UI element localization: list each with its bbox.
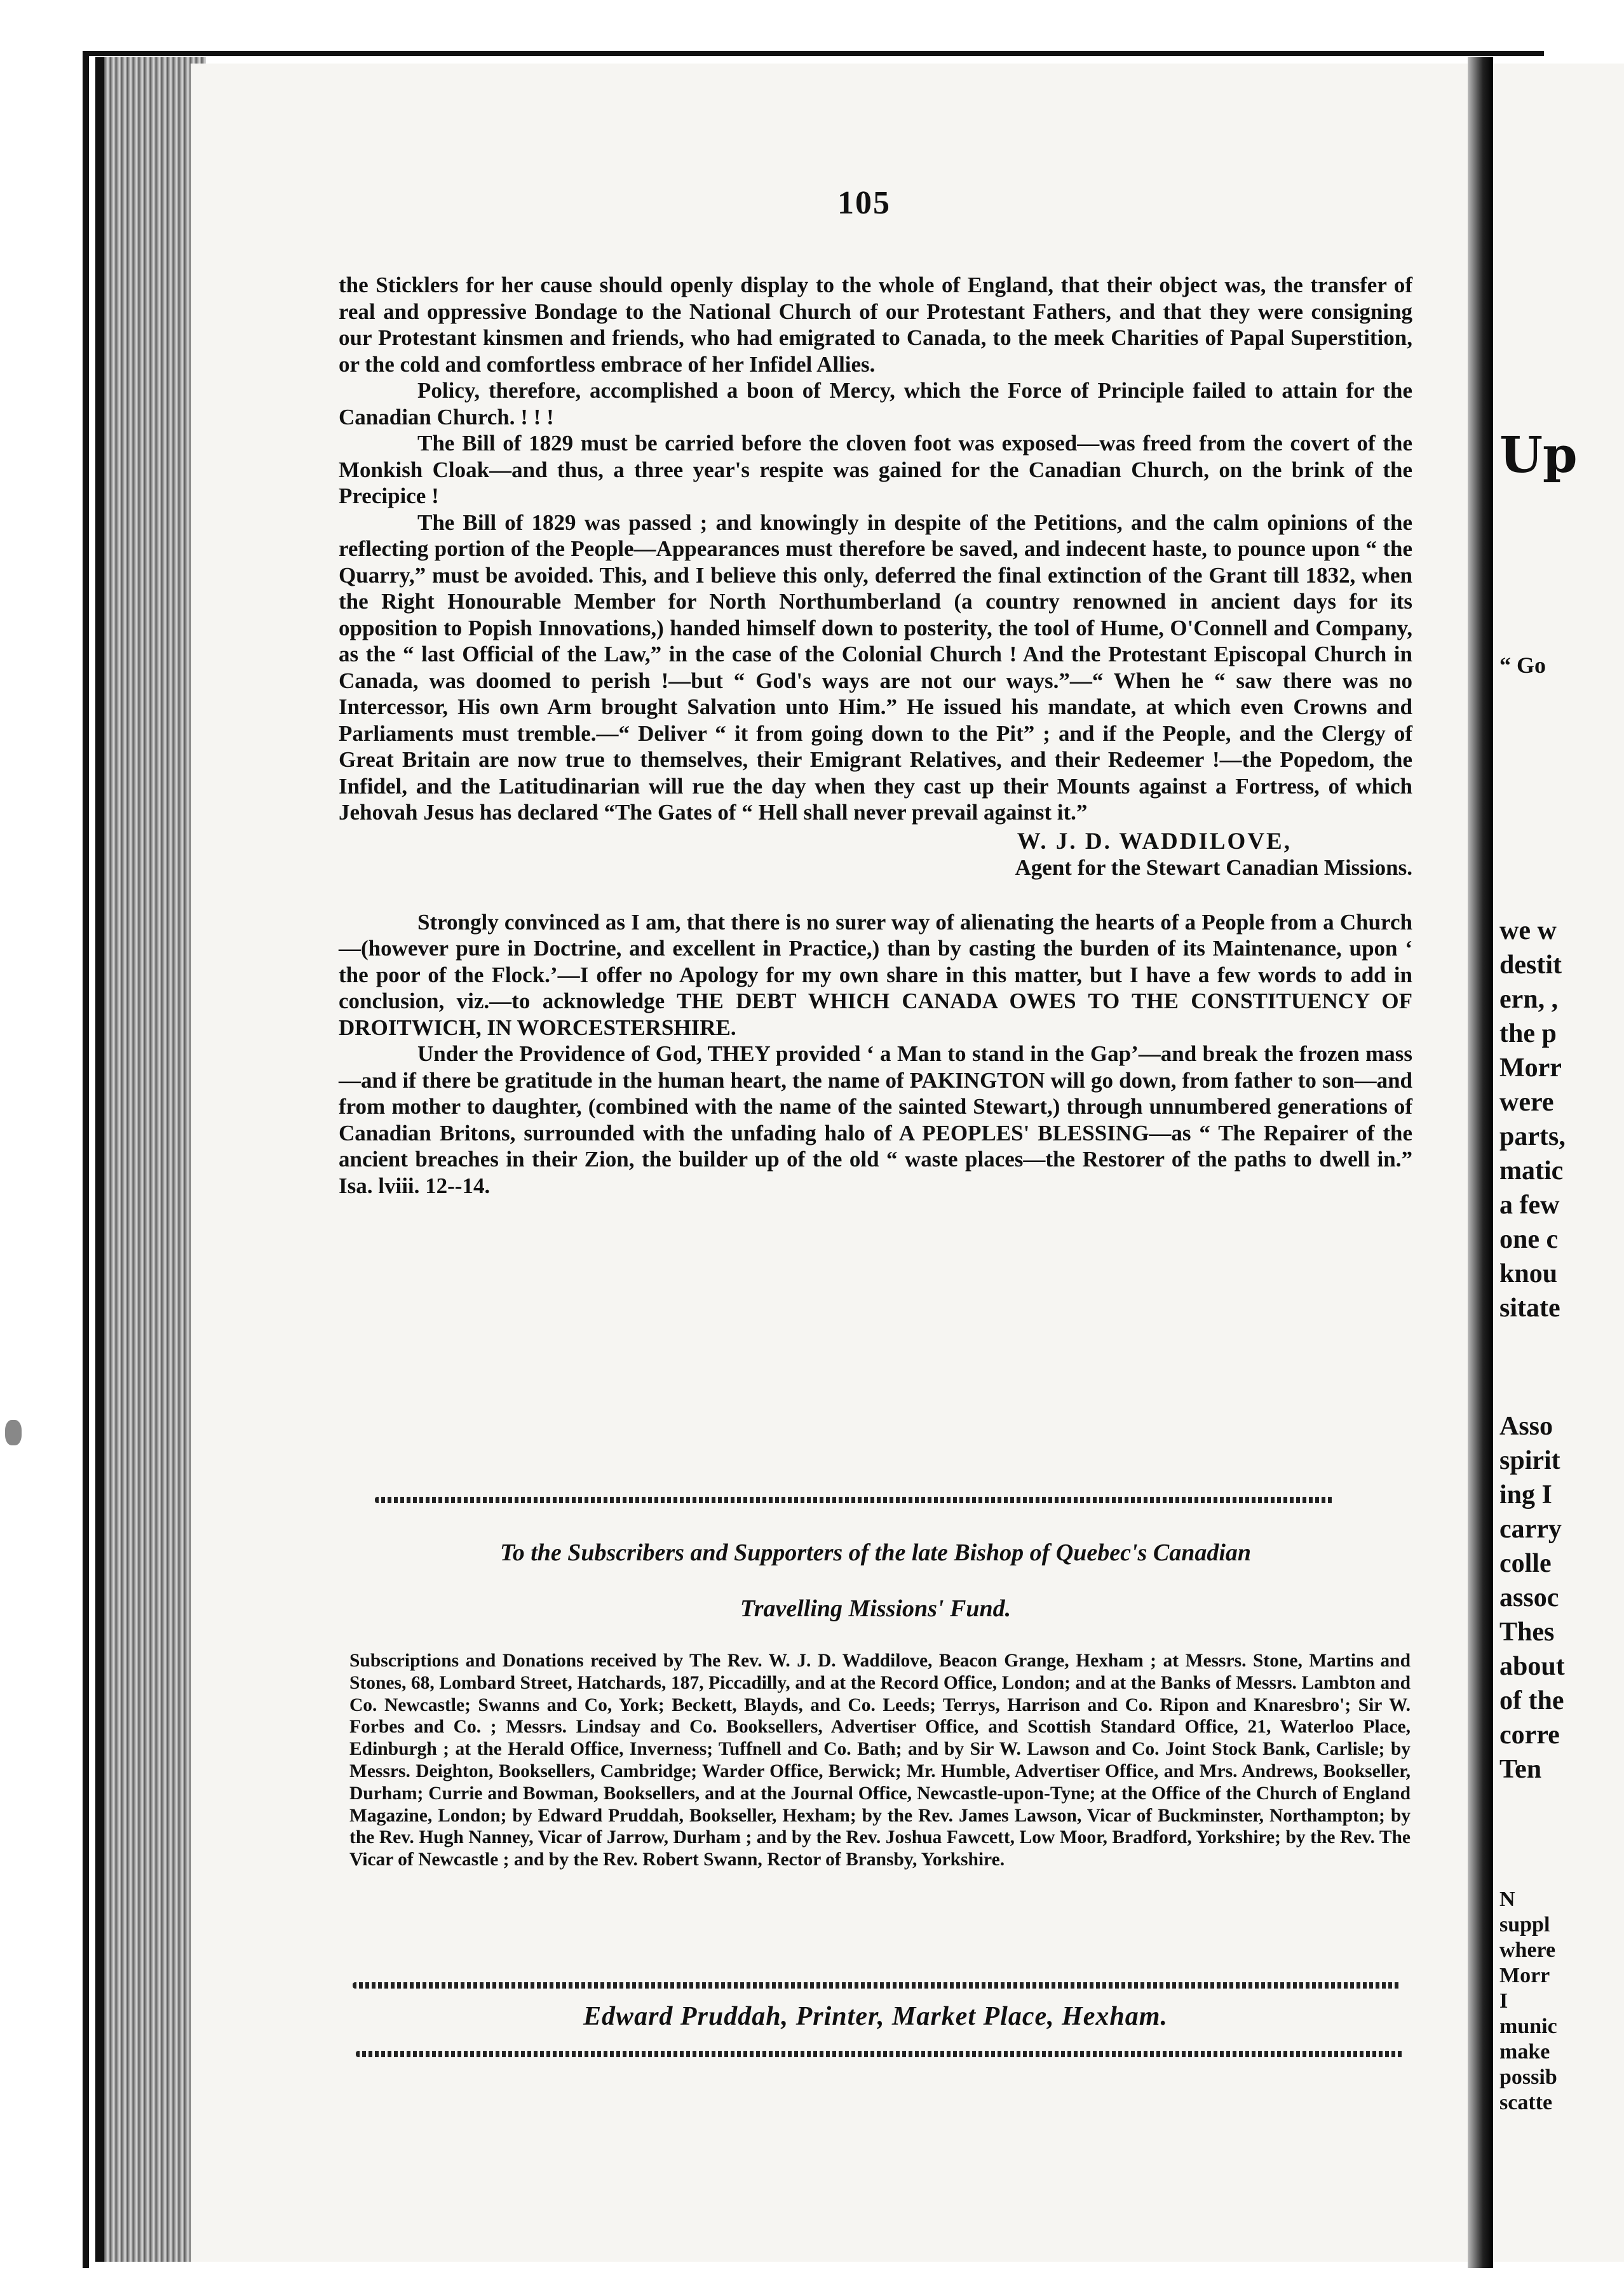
text-fragment: matic bbox=[1499, 1156, 1564, 1186]
book-page-edges bbox=[95, 57, 206, 2262]
text-fragment: carry bbox=[1499, 1515, 1562, 1544]
text-fragment: ing I bbox=[1499, 1480, 1552, 1510]
text-fragment: parts, bbox=[1499, 1122, 1566, 1151]
text-fragment: make bbox=[1499, 2040, 1550, 2064]
right-page-column bbox=[1499, 1887, 1557, 2116]
text-fragment: where bbox=[1499, 1938, 1556, 1962]
text-fragment: about bbox=[1499, 1652, 1565, 1681]
text-fragment: munic bbox=[1499, 2015, 1557, 2038]
right-page-column bbox=[1499, 1409, 1565, 1787]
notice-title-line: To the Subscribers and Supporters of the late Bishop of Quebec's Canadian bbox=[499, 1539, 1252, 1566]
text-fragment: sitate bbox=[1499, 1294, 1560, 1323]
printer-imprint: Edward Pruddah, Printer, Market Place, Hexham. bbox=[583, 2002, 1168, 2031]
paragraph: The Bill of 1829 must be carried before the cloven foot was exposed—was freed from the covert of the Monkish Cloak—and thus, a three year's respite was gained for the Canadian Church, on the brink of the Precipice ! bbox=[339, 431, 1412, 508]
text-fragment: Thes bbox=[1499, 1618, 1555, 1647]
paragraph: The Bill of 1829 was passed ; and knowingly in despite of the Petitions, and the calm opinions of the reflecting portion of the People—Appearances must therefore be saved, and indecent haste, to pounce upon “ the Quarry,” must be avoided. This, and I believe this only, deferred the final extinction of the Grant till 1832, when the Right Honourable Member for North Northumberland (a country renowned in ancient days for its opposition to Popish Innovations,) handed himself down to posterity, the tool of Hume, O'Connell and Company, as the “ last Official of the Law,” in the case of the Colonial Church ! And the Protestant Episcopal Church in Canada, was doomed to perish !—but “ God's ways are not our ways.”—“ When he “ saw there was no Intercessor, His own Arm brought Salvation unto Him.” He issued his mandate, at which even Crowns and Parliaments must tremble.—“ Deliver “ it from going down to the Pit” ; and if the People, and the Clergy of Great Britain are now true to themselves, their Emigrant Relatives, and their Redeemer !—the Popedom, the Infidel, and the Latitudinarian will rue the day when they cast up their Mounts against a Fortress, of which Jehovah Jesus has declared “The Gates of “ Hell shall never prevail against it.” bbox=[339, 510, 1412, 825]
text-fragment: N bbox=[1499, 1888, 1515, 1911]
wavy-rule bbox=[356, 2051, 1404, 2057]
text-fragment: Asso bbox=[1499, 1412, 1553, 1441]
right-page-heading: Up bbox=[1499, 426, 1578, 484]
text-fragment: assoc bbox=[1499, 1583, 1559, 1612]
main-text bbox=[339, 272, 1412, 1199]
notice-title-line: Travelling Missions' Fund. bbox=[740, 1595, 1012, 1622]
paragraph: Policy, therefore, accomplished a boon of Mercy, which the Force of Principle failed to attain for the Canadian Church. ! ! ! bbox=[339, 378, 1412, 429]
text-fragment: suppl bbox=[1499, 1913, 1550, 1936]
text-fragment: colle bbox=[1499, 1549, 1552, 1578]
text-fragment: the p bbox=[1499, 1019, 1557, 1048]
wavy-rule bbox=[353, 1982, 1401, 1989]
text-fragment: one c bbox=[1499, 1225, 1559, 1254]
text-fragment: corre bbox=[1499, 1720, 1560, 1750]
signature-name: W. J. D. WADDILOVE, bbox=[1017, 828, 1292, 855]
text-fragment: we w bbox=[1499, 916, 1557, 945]
book-gutter bbox=[1468, 57, 1493, 2268]
text-fragment: Morr bbox=[1499, 1964, 1550, 1987]
text-fragment: scatte bbox=[1499, 2091, 1553, 2114]
text-fragment: of the bbox=[1499, 1686, 1564, 1715]
text-fragment: destit bbox=[1499, 950, 1562, 980]
text-fragment: Morr bbox=[1499, 1053, 1562, 1083]
text-fragment: possib bbox=[1499, 2065, 1557, 2089]
right-page-fragment bbox=[1493, 64, 1624, 2262]
right-page-column bbox=[1499, 914, 1566, 1325]
scan-speck bbox=[5, 1420, 22, 1445]
paragraph: Strongly convinced as I am, that there is no surer way of alienating the hearts of a People from a Church—(however pure in Doctrine, and excellent in Practice,) than by casting the burden of its Maintenance, upon ‘ the poor of the Flock.’—I offer no Apology for my own share in this matter, but I have a few words to add in conclusion, viz.—to acknowledge THE DEBT WHICH CANADA OWES TO THE CONSTITUENCY OF DROITWICH, IN WORCESTERSHIRE. bbox=[339, 909, 1412, 1040]
text-fragment: Ten bbox=[1499, 1755, 1542, 1784]
signature-title: Agent for the Stewart Canadian Missions. bbox=[1015, 855, 1412, 880]
wavy-rule bbox=[375, 1497, 1334, 1503]
page-number: 105 bbox=[837, 185, 891, 221]
notice-title bbox=[339, 1525, 1412, 1637]
paragraph: the Sticklers for her cause should openly display to the whole of England, that their object was, the transfer of real and oppressive Bondage to the National Church of our Protestant Fathers, and that they were consigning our Protestant kinsmen and friends, who had emigrated to Canada, to the meek Charities of Papal Superstition, or the cold and comfortless embrace of her Infidel Allies. bbox=[339, 273, 1412, 377]
right-page-quote: “ Go bbox=[1499, 652, 1546, 678]
text-fragment: knou bbox=[1499, 1259, 1558, 1288]
text-fragment: were bbox=[1499, 1088, 1554, 1117]
text-fragment: I bbox=[1499, 1989, 1508, 2013]
text-fragment: ern, , bbox=[1499, 985, 1559, 1014]
notice-body: Subscriptions and Donations received by The Rev. W. J. D. Waddilove, Beacon Grange, Hexham ; at Messrs. Stone, Martins and Stones, 68, Lombard Street, Hatchards, 187, Piccadilly, and at the Record Office, London; and at the Banks of Messrs. Lambton and Co. Newcastle; Swanns and Co, York; Beckett, Blayds, and Co. Leeds; Terrys, Harrison and Co. Ripon and Knaresbro'; Sir W. Forbes and Co. ; Messrs. Lindsay and Co. Booksellers, Advertiser Office, and Scottish Standard Office, 21, Waterloo Place, Edinburgh ; at the Herald Office, Inverness; Tuffnell and Co. Bath; and by Sir W. Lawson and Co. Joint Stock Bank, Carlisle; by Messrs. Deighton, Booksellers, Cambridge; Warder Office, Berwick; Mr. Humble, Advertiser Office, and Mrs. Andrews, Bookseller, Durham; Currie and Bowman, Booksellers, and at the Journal Office, Newcastle-upon-Tyne; at the Office of the Church of England Magazine, London; by Edward Pruddah, Bookseller, Hexham; by the Rev. James Lawson, Vicar of Buckminster, Northampton; by the Rev. Hugh Nanney, Vicar of Jarrow, Durham ; and by the Rev. Joshua Fawcett, Low Moor, Bradford, Yorkshire; by the Rev. The Vicar of Newcastle ; and by the Rev. Robert Swann, Rector of Bransby, Yorkshire. bbox=[349, 1651, 1411, 1870]
paragraph: Under the Providence of God, THEY provided ‘ a Man to stand in the Gap’—and break the frozen mass—and if there be gratitude in the human heart, the name of PAKINGTON will go down, from father to son—and from mother to daughter, (combined with the name of the sainted Stewart,) through unnumbered generations of Canadian Britons, surrounded with the unfading halo of A PEOPLES' BLESSING—as “ The Repairer of the ancient breaches in their Zion, the builder up of the old “ waste places—the Restorer of the paths to dwell in.” Isa. lviii. 12--14. bbox=[339, 1041, 1412, 1198]
text-fragment: spirit bbox=[1499, 1446, 1560, 1475]
text-fragment: a few bbox=[1499, 1191, 1560, 1220]
